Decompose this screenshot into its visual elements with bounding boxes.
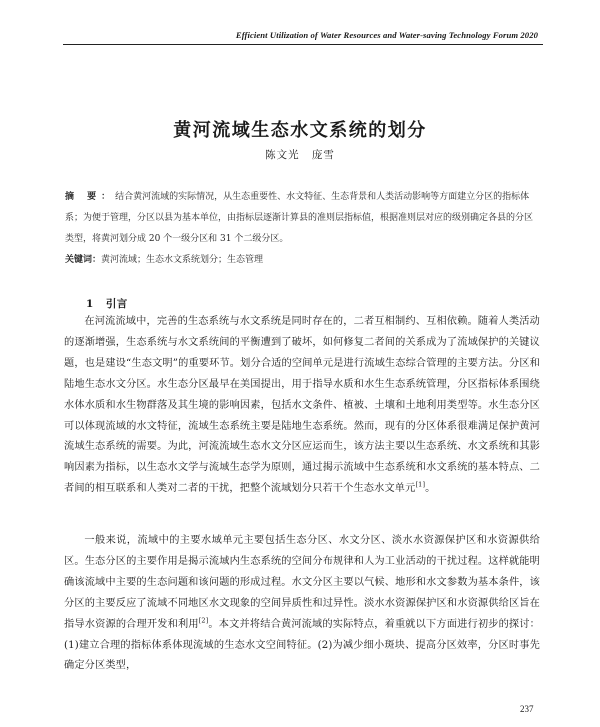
keywords-text: 黄河流域；生态水文系统划分；生态管理 xyxy=(101,255,264,265)
citation: [2] xyxy=(198,616,209,625)
running-header: Efficient Utilization of Water Resources and Water-saving Technology Forum 2020 xyxy=(235,30,538,40)
paragraph-text: 。 xyxy=(425,483,436,495)
paragraph-text: 一般来说，流域中的主要水域单元主要包括生态分区、水文分区、淡水水资源保护区和水资源供给区。生态分区的主要作用是揭示流域内生态系统的空间分布规律和人为工业活动的干扰过程。这样就能明确该流域中主要的生态问题和该问题的形成过程。水文分区主要以气候、地形和水文参数为基本条件，该分区的主要反应了流域不同地区水文现象的空间异质性和过异性。淡水水资源保护区和水资源供给区旨在指导水资源的合理开发和利用 xyxy=(64,535,540,630)
page-number: 237 xyxy=(520,704,534,714)
paragraph-text: 。本文并将结合黄河流域的实际特点，着重就以下方面进行初步的探讨：(1)建立合理的指标体系体现流域的生态水文空间特征。(2)为减少细小斑块、提高分区效率，分区时事先确定分区类型， xyxy=(64,618,540,672)
section-number: 1 xyxy=(86,298,94,310)
section-title: 引言 xyxy=(105,298,128,310)
body-paragraph xyxy=(64,531,540,677)
citation: [1] xyxy=(415,480,426,489)
body-paragraph xyxy=(64,312,540,500)
author-name: 陈文光 xyxy=(265,149,300,161)
paragraph-text: 在河流流域中，完善的生态系统与水文系统是同时存在的，二者互相制约、互相依赖。随着人类活动的逐渐增强，生态系统与水文系统间的平衡遭到了破坏，如何修复二者间的关系成为了流域保护的关键议题，也是建设“生态文明”的重要环节。划分合适的空间单元是进行流域生态综合管理的主要方法。分区和陆地生态水文分区。水生态分区最早在美国提出，用于指导水质和水生生态系统管理，分区指标体系围绕水体水质和水生物群落及其生境的影响因素，包括水文条件、植被、土壤和土地利用类型等。水生态分区可以体现流域的水文特征，流域生态系统主要是陆地生态系统。然而，现有的分区体系很难满足保护黄河流域生态系统的需要。为此，河流流域生态水文分区应运而生，该方法主要以生态系统、水文系统和其影响因素为指标，以生态水文学与流域生态学为原则，通过揭示流域中生态系统和水文系统的基本特点、二者间的相互联系和人类对二者的干扰，把整个流域划分只若干个生态水文单元 xyxy=(64,316,540,495)
paper-title: 黄河流域生态水文系统的划分 xyxy=(173,120,427,141)
abstract-label: 摘 要： xyxy=(65,192,116,202)
abstract xyxy=(65,187,541,250)
section-heading xyxy=(86,296,128,311)
author-name: 庞雪 xyxy=(311,149,335,161)
author-list xyxy=(0,147,600,162)
header-rule xyxy=(63,44,543,45)
keywords xyxy=(65,250,541,271)
keywords-label: 关键词： xyxy=(65,255,102,265)
abstract-text: 结合黄河流域的实际情况，从生态重要性、水文特征、生态背景和人类活动影响等方面建立分区的指标体系；为便于管理，分区以县为基本单位，由指标层逐渐计算县的准则层指标值，根据准则层对应的级别确定各县的分区类型，将黄河划分成 20 个一级分区和 31 个二级分区。 xyxy=(65,192,534,244)
